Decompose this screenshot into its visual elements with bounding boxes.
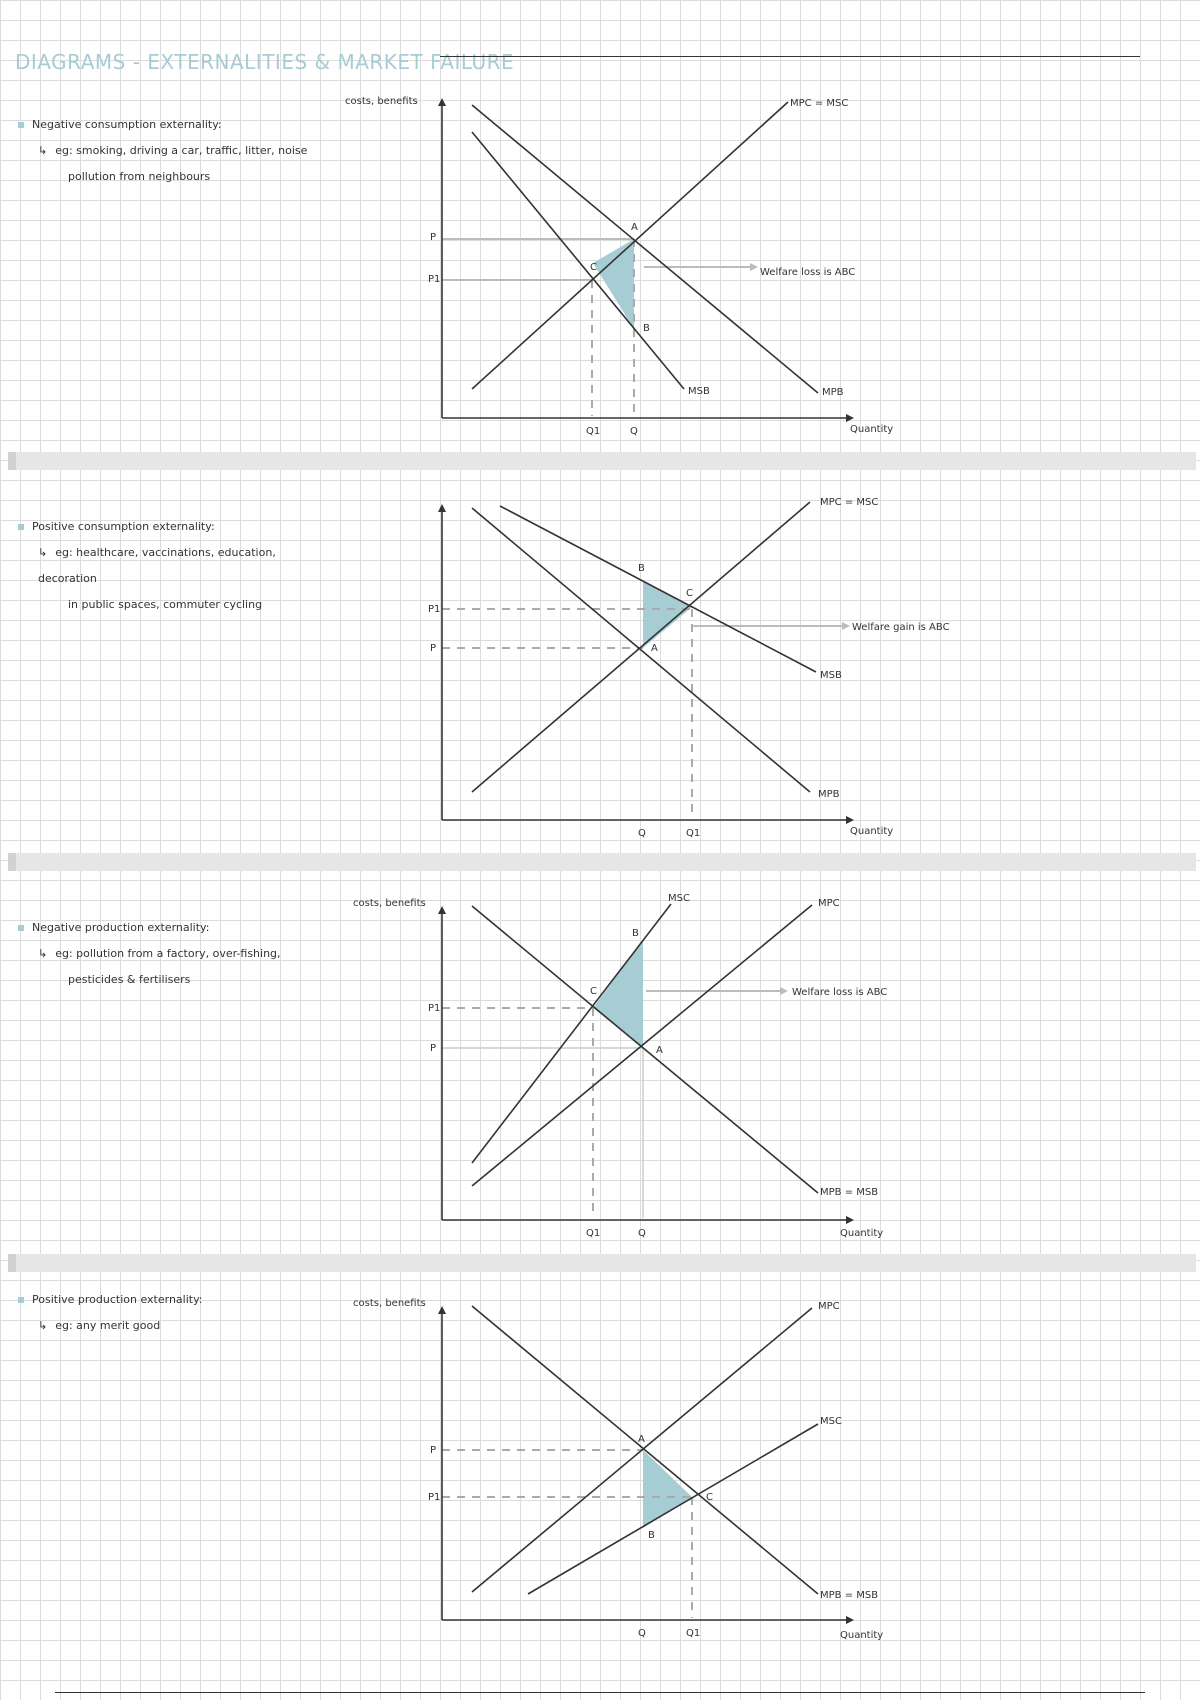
point-label-a: A bbox=[651, 643, 658, 654]
mpb-curve-label: MPB bbox=[818, 789, 840, 800]
price-label-p1: P1 bbox=[428, 1492, 441, 1503]
y-axis-label: costs, benefits bbox=[353, 898, 426, 909]
quantity-label-q1: Q1 bbox=[586, 1228, 601, 1239]
y-axis-label: costs, benefits bbox=[353, 1298, 426, 1309]
note-example: eg: pollution from a factory, over-fishing, bbox=[55, 947, 281, 960]
quantity-label-q1: Q1 bbox=[686, 1628, 701, 1639]
quantity-label-q1: Q1 bbox=[586, 426, 601, 437]
note-heading: Positive consumption externality: bbox=[32, 520, 215, 533]
y-axis-label: costs, benefits bbox=[345, 96, 418, 107]
arrow-icon: ↳ bbox=[38, 144, 48, 157]
price-label-p1: P1 bbox=[428, 604, 441, 615]
price-label-p1: P1 bbox=[428, 274, 441, 285]
msb-curve-label: MSB bbox=[820, 670, 842, 681]
welfare-annotation: Welfare loss is ABC bbox=[760, 267, 856, 278]
price-label-p1: P1 bbox=[428, 1003, 441, 1014]
point-label-c: C bbox=[590, 262, 597, 273]
note-heading: Positive production externality: bbox=[32, 1293, 203, 1306]
supply-curve-label: MPC = MSC bbox=[790, 98, 849, 109]
welfare-gain-area bbox=[643, 1450, 692, 1528]
point-label-b: B bbox=[648, 1530, 655, 1541]
price-label-p: P bbox=[430, 643, 437, 654]
note-example: eg: any merit good bbox=[55, 1319, 161, 1332]
mpb-curve-label: MPB bbox=[822, 387, 844, 398]
price-label-p: P bbox=[430, 1445, 437, 1456]
point-label-a: A bbox=[631, 222, 638, 233]
mpc-curve-label: MPC bbox=[818, 898, 840, 909]
welfare-annotation: Welfare gain is ABC bbox=[852, 622, 950, 633]
price-label-p: P bbox=[430, 232, 437, 243]
msc-curve-label: MSC bbox=[668, 893, 690, 904]
supply-curve-label: MPC = MSC bbox=[820, 497, 879, 508]
x-axis-label: Quantity bbox=[850, 826, 894, 837]
note-example-cont: pesticides & fertilisers bbox=[68, 973, 191, 986]
point-label-b: B bbox=[643, 323, 650, 334]
demand-curve-label: MPB = MSB bbox=[820, 1187, 879, 1198]
arrow-icon: ↳ bbox=[38, 1319, 48, 1332]
quantity-label-q: Q bbox=[638, 828, 646, 839]
welfare-annotation: Welfare loss is ABC bbox=[792, 987, 888, 998]
note-example: eg: healthcare, vaccinations, education, decoration bbox=[38, 546, 276, 585]
arrow-icon: ↳ bbox=[38, 546, 48, 559]
note-example: eg: smoking, driving a car, traffic, litter, noise bbox=[55, 144, 308, 157]
note-example-cont: in public spaces, commuter cycling bbox=[68, 598, 263, 611]
point-label-a: A bbox=[656, 1045, 663, 1056]
mpc-curve-label: MPC bbox=[818, 1301, 840, 1312]
point-label-c: C bbox=[686, 588, 693, 599]
note-example-cont: pollution from neighbours bbox=[68, 170, 211, 183]
arrow-icon: ↳ bbox=[38, 947, 48, 960]
quantity-label-q: Q bbox=[630, 426, 638, 437]
x-axis-arrowhead bbox=[846, 1616, 854, 1624]
page-title: DIAGRAMS - EXTERNALITIES & MARKET FAILURE bbox=[15, 50, 515, 74]
point-label-b: B bbox=[632, 928, 639, 939]
point-label-a: A bbox=[638, 1434, 645, 1445]
y-axis-arrowhead bbox=[438, 1306, 446, 1314]
quantity-label-q: Q bbox=[638, 1628, 646, 1639]
note-heading: Negative production externality: bbox=[32, 921, 210, 934]
msc-curve-label: MSC bbox=[820, 1416, 842, 1427]
point-label-c: C bbox=[706, 1492, 713, 1503]
x-axis-label: Quantity bbox=[840, 1630, 884, 1641]
price-label-p: P bbox=[430, 1043, 437, 1054]
point-label-b: B bbox=[638, 563, 645, 574]
demand-curve-label: MPB = MSB bbox=[820, 1590, 879, 1601]
quantity-label-q1: Q1 bbox=[686, 828, 701, 839]
point-label-c: C bbox=[590, 986, 597, 997]
msb-curve-label: MSB bbox=[688, 386, 710, 397]
x-axis-label: Quantity bbox=[840, 1228, 884, 1239]
quantity-label-q: Q bbox=[638, 1228, 646, 1239]
note-heading: Negative consumption externality: bbox=[32, 118, 222, 131]
x-axis-label: Quantity bbox=[850, 424, 894, 435]
